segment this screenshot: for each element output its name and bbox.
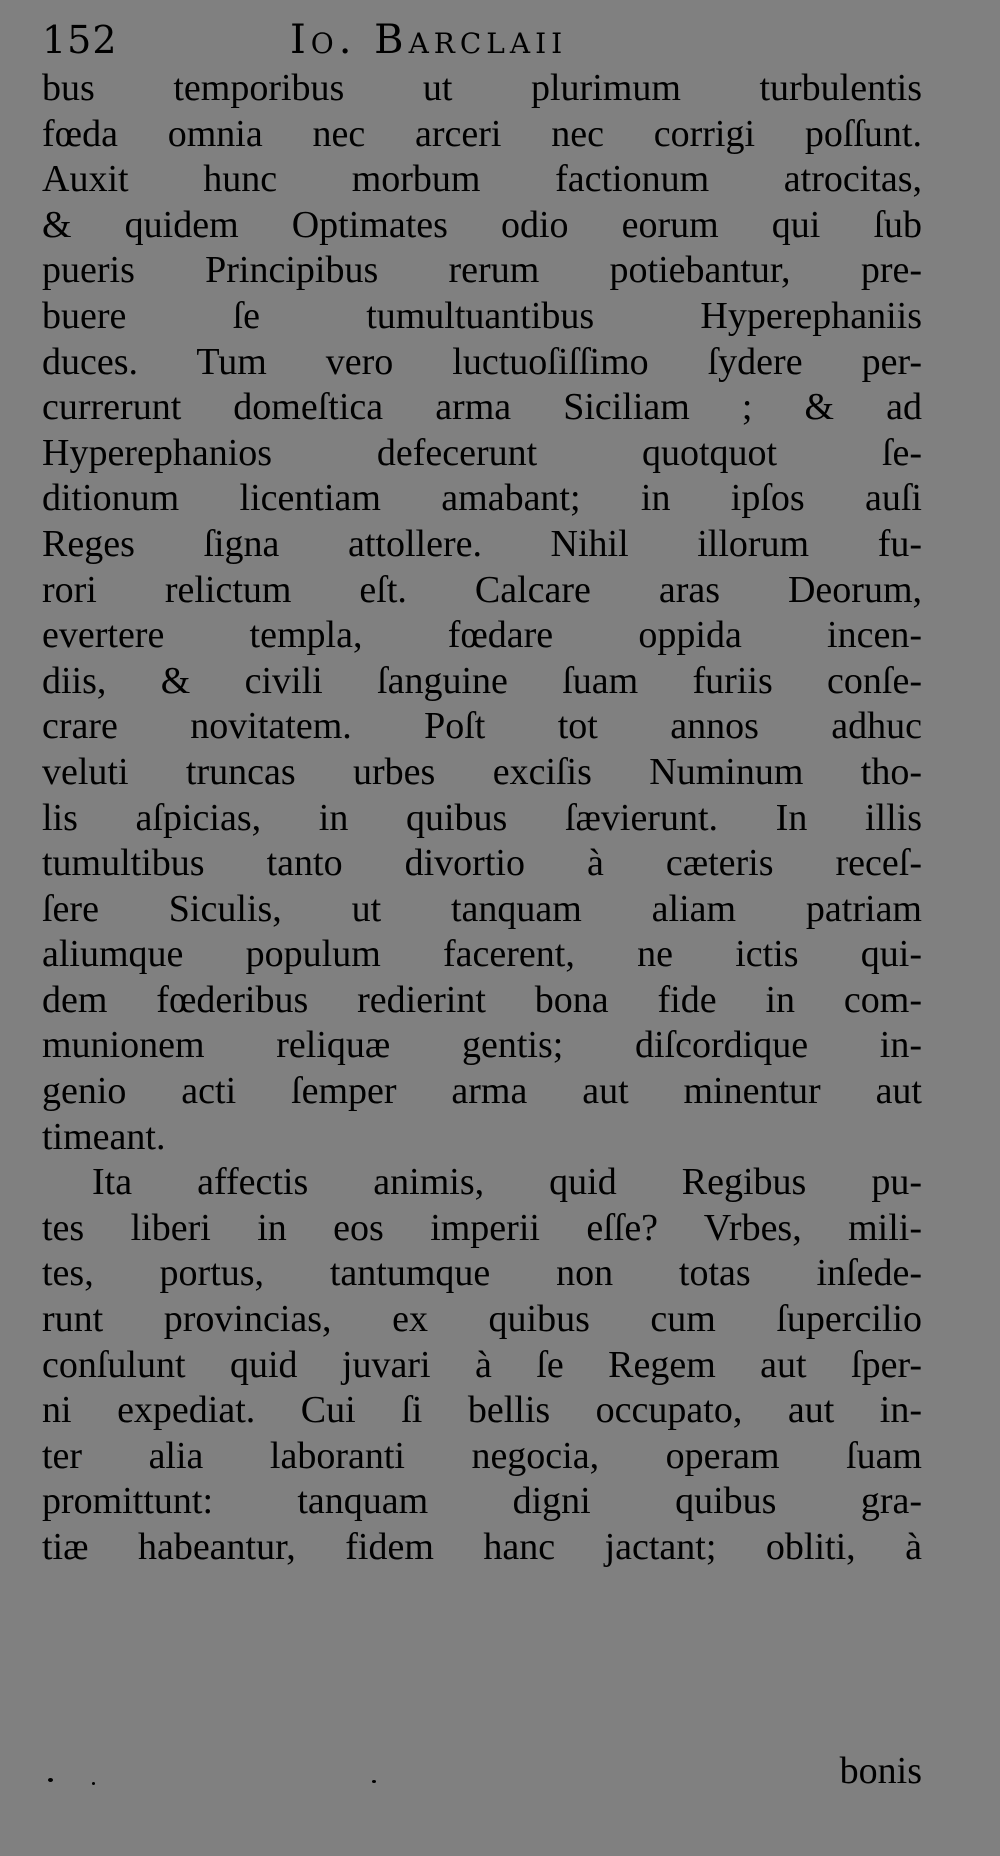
text-line: Hyperephanios defecerunt quotquot ſe- [42, 431, 922, 474]
text-line: munionem reliquæ gentis; diſcordique in- [42, 1024, 922, 1067]
text-line: tiæ habeantur, fidem hanc jactant; obliti, à [42, 1526, 922, 1568]
text-line: bus temporibus ut plurimum turbulentis [42, 67, 922, 109]
text-line: buere ſe tumultuantibus Hyperephaniis [42, 294, 922, 337]
text-line: runt provincias, ex quibus cum ſupercilio [42, 1298, 922, 1341]
ink-speck [48, 1778, 53, 1782]
ink-speck [92, 1782, 95, 1785]
text-line: pueris Principibus rerum potiebantur, pre- [42, 249, 922, 292]
text-line: Reges ſigna attollere. Nihil illorum fu- [42, 522, 922, 565]
text-line: conſulunt quid juvari à ſe Regem aut ſper- [42, 1343, 922, 1386]
text-line: ni expediat. Cui ſi bellis occupato, aut in- [42, 1389, 922, 1432]
text-line: genio acti ſemper arma aut minentur aut [42, 1070, 922, 1113]
text-line: Auxit hunc morbum factionum atrocitas, [42, 158, 922, 201]
text-line: timeant. [42, 1115, 166, 1158]
text-line: fœda omnia nec arceri nec corrigi poſſunt. [42, 112, 922, 155]
text-line: dem fœderibus redierint bona fide in com- [42, 978, 922, 1021]
body-text [42, 66, 922, 1571]
text-line: crare novitatem. Poſt tot annos adhuc [42, 705, 922, 748]
text-line: tes liberi in eos imperii eſſe? Vrbes, mili- [42, 1206, 922, 1249]
text-line: duces. Tum vero luctuoſiſſimo ſydere per- [42, 340, 922, 383]
text-line: tes, portus, tantumque non totas inſede- [42, 1252, 922, 1295]
text-line: aliumque populum facerent, ne ictis qui- [42, 933, 922, 976]
ink-speck [372, 1780, 376, 1783]
text-line: ter alia laboranti negocia, operam ſuam [42, 1434, 922, 1477]
catchword: bonis [839, 1750, 922, 1792]
text-line: currerunt domeſtica arma Siciliam ; & ad [42, 386, 922, 429]
page-number: 152 [42, 18, 118, 62]
text-line: promittunt: tanquam digni quibus gra- [42, 1480, 922, 1523]
text-line: tumultibus tanto divortio à cæteris receſ- [42, 842, 922, 885]
page-header [42, 14, 922, 66]
text-line: lis aſpicias, in quibus ſævierunt. In illis [42, 796, 922, 839]
text-line: evertere templa, fœdare oppida incen- [42, 614, 922, 657]
text-line: rori relictum eſt. Calcare aras Deorum, [42, 568, 922, 611]
running-head: Io. Barclaii [290, 17, 568, 63]
text-line: ditionum licentiam amabant; in ipſos auſi [42, 477, 922, 520]
text-line: veluti truncas urbes exciſis Numinum tho- [42, 750, 922, 793]
text-line: ſere Siculis, ut tanquam aliam patriam [42, 887, 922, 930]
text-line: diis, & civili ſanguine ſuam furiis conſe- [42, 659, 922, 702]
paragraph-start-line: Ita affectis animis, quid Regibus pu- [92, 1161, 922, 1204]
text-line: & quidem Optimates odio eorum qui ſub [42, 203, 922, 246]
